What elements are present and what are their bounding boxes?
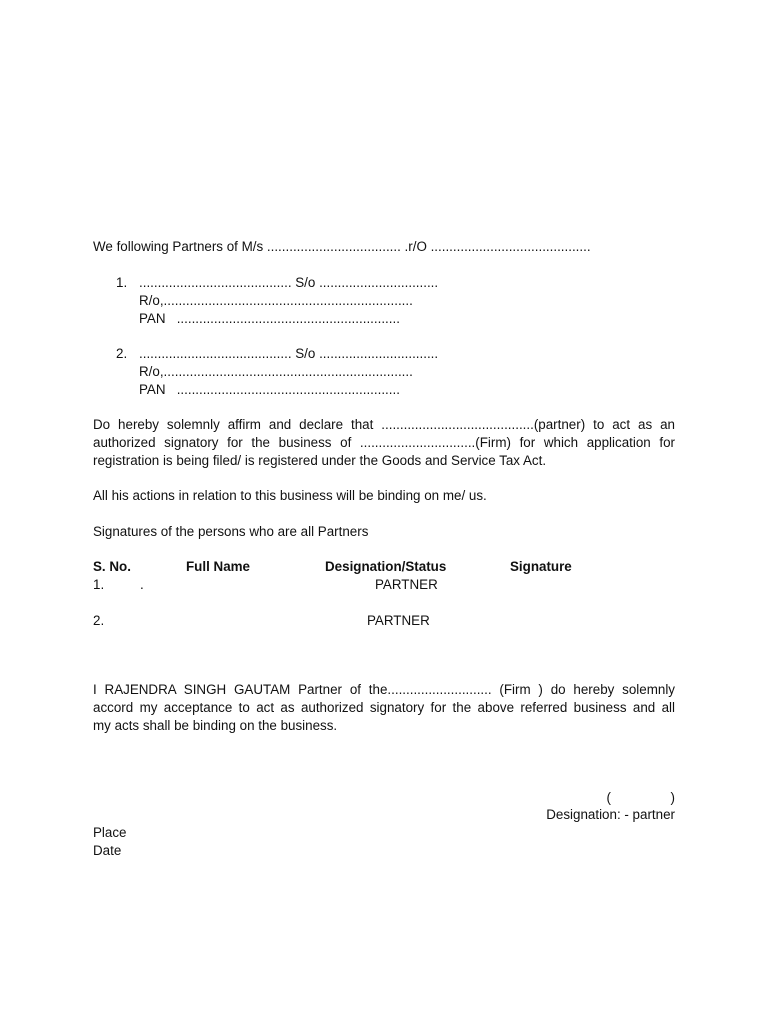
partner-1-pan-line: PAN ............................................................ — [139, 311, 400, 326]
partner-2-number: 2. — [116, 346, 128, 361]
table-header-sno: S. No. — [93, 559, 131, 574]
intro-line: We following Partners of M/s .................................... .r/O ........................................... — [93, 239, 591, 254]
table-row-2-designation: PARTNER — [367, 613, 430, 628]
declaration-line-3: registration is being filed/ is registered under the Goods and Service Tax Act. — [93, 453, 547, 468]
date-label: Date — [93, 843, 122, 858]
table-header-full-name: Full Name — [186, 559, 250, 574]
declaration-line-2: authorized signatory for the business of ...............................(Firm) for which application for — [93, 435, 675, 450]
acceptance-line-3: my acts shall be binding on the business. — [93, 718, 338, 733]
signatures-heading: Signatures of the persons who are all Partners — [93, 524, 369, 539]
binding-statement: All his actions in relation to this business will be binding on me/ us. — [93, 488, 487, 503]
table-row-1-name: . — [140, 577, 144, 592]
partner-2-name-line: ......................................... S/o ................................ — [139, 346, 439, 361]
signature-name-brackets: ( ) — [606, 790, 675, 805]
acceptance-paragraph — [93, 681, 675, 735]
partner-1-residence-line: R/o,................................................................... — [139, 293, 413, 308]
partner-2-residence-line: R/o,................................................................... — [139, 364, 413, 379]
acceptance-line-1: I RAJENDRA SINGH GAUTAM Partner of the............................ (Firm ) do hereby solemnly — [93, 682, 675, 697]
table-row-1-sno: 1. — [93, 577, 105, 592]
place-label: Place — [93, 825, 127, 840]
signature-designation: Designation: - partner — [546, 807, 675, 822]
table-row-2-sno: 2. — [93, 613, 105, 628]
acceptance-line-2: accord my acceptance to act as authorized signatory for the above referred business and all — [93, 700, 675, 715]
declaration-paragraph — [93, 416, 675, 470]
partner-2-pan-line: PAN ............................................................ — [139, 382, 400, 397]
table-header-designation: Designation/Status — [325, 559, 447, 574]
table-header-signature: Signature — [510, 559, 572, 574]
declaration-line-1: Do hereby solemnly affirm and declare that .........................................(partner) to act as an — [93, 417, 675, 432]
partner-1-name-line: ......................................... S/o ................................ — [139, 275, 439, 290]
table-row-1-designation: PARTNER — [375, 577, 438, 592]
partner-1-number: 1. — [116, 275, 128, 290]
